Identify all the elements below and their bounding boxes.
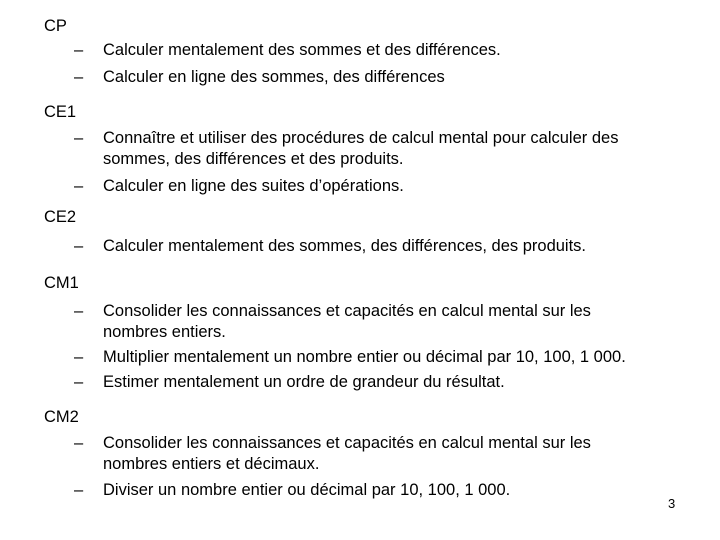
heading-ce2: CE2 xyxy=(44,208,77,226)
heading-ce1: CE1 xyxy=(44,103,77,121)
list-item: Consolider les connaissances et capacités en calcul mental sur les nombres entiers. xyxy=(103,302,591,341)
bullet-dash: – xyxy=(74,373,84,391)
list-item: Estimer mentalement un ordre de grandeur du résultat. xyxy=(103,373,505,391)
bullet-dash: – xyxy=(74,68,84,86)
page-number: 3 xyxy=(668,496,676,511)
heading-cm2: CM2 xyxy=(44,408,79,426)
bullet-dash: – xyxy=(74,177,84,195)
bullet-dash: – xyxy=(74,41,84,59)
list-item: Diviser un nombre entier ou décimal par 10, 100, 1 000. xyxy=(103,481,511,499)
bullet-dash: – xyxy=(74,348,84,366)
list-item: Calculer en ligne des suites d’opérations. xyxy=(103,177,404,195)
list-item: Multiplier mentalement un nombre entier ou décimal par 10, 100, 1 000. xyxy=(103,348,626,366)
list-item: Connaître et utiliser des procédures de calcul mental pour calculer des sommes, des différences et des produits. xyxy=(103,129,619,168)
bullet-dash: – xyxy=(74,434,84,452)
bullet-dash: – xyxy=(74,129,84,147)
bullet-dash: – xyxy=(74,481,84,499)
list-item: Calculer en ligne des sommes, des différences xyxy=(103,68,445,86)
heading-cm1: CM1 xyxy=(44,274,79,292)
list-item: Calculer mentalement des sommes, des différences, des produits. xyxy=(103,237,587,255)
list-item: Calculer mentalement des sommes et des différences. xyxy=(103,41,501,59)
bullet-dash: – xyxy=(74,302,84,320)
bullet-dash: – xyxy=(74,237,84,255)
list-item: Consolider les connaissances et capacités en calcul mental sur les nombres entiers et décimaux. xyxy=(103,434,591,473)
heading-cp: CP xyxy=(44,17,67,35)
